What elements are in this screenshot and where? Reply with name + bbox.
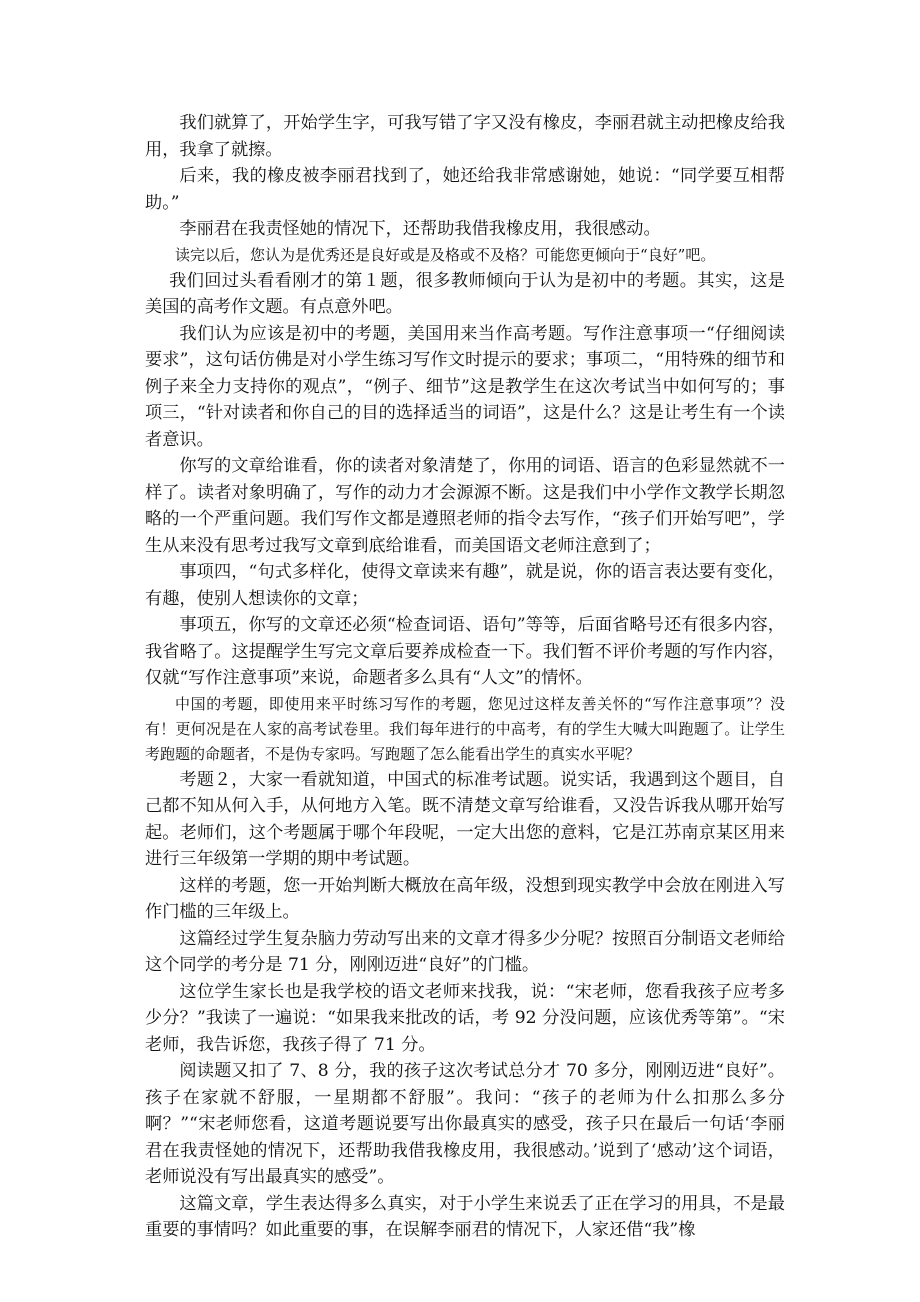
paragraph: 考题２，大家一看就知道，中国式的标准考试题。说实话，我遇到这个题目，自己都不知从何入手，从何地方入笔。既不清楚文章写给谁看，又没告诉我从哪开始写起。老师们，这个考题属于哪个年段呢，一定大出您的意料，它是江苏南京某区用来进行三年级第一学期的期中考试题。 — [145, 769, 785, 869]
paragraph-note: 读完以后，您认为是优秀还是良好或是及格或不及格？可能您更倾向于“良好”吧。 — [175, 245, 716, 264]
paragraph: 这样的考题，您一开始判断大概放在高年级，没想到现实教学中会放在刚进入写作门槛的三年级上。 — [145, 875, 785, 922]
paragraph: 李丽君在我责怪她的情况下，还帮助我借我橡皮用，我很感动。 — [179, 219, 661, 239]
article-body — [145, 110, 785, 1244]
paragraph: 后来，我的橡皮被李丽君找到了，她还给我非常感谢她，她说：“同学要互相帮助。” — [145, 166, 785, 213]
paragraph: 这篇文章，学生表达得多么真实，对于小学生来说丢了正在学习的用具，不是最重要的事情吗？如此重要的事，在误解李丽君的情况下，人家还借“我”橡 — [145, 1193, 785, 1240]
paragraph-note: 中国的考题，即使用来平时练习写作的考题，您见过这样友善关怀的“写作注意事项”？没有！更何况是在人家的高考试卷里。我们每年进行的中高考，有的学生大喊大叫跑题了。让学生考跑题的命题者，不是伪专家吗。写跑题了怎么能看出学生的真实水平呢？ — [145, 694, 785, 763]
paragraph: 阅读题又扣了 7、8 分，我的孩子这次考试总分才 70 多分，刚刚迈进“良好”。孩子在家就不舒服，一星期都不舒服”。我问：“孩子的老师为什么扣那么多分啊？”“宋老师您看，这道考题说要写出你最真实的感受，孩子只在最后一句话‘李丽君在我责怪她的情况下，还帮助我借我橡皮用，我很感动。’说到了‘感动’这个词语，老师说没有写出最真实的感受”。 — [145, 1061, 785, 1187]
paragraph: 这篇经过学生复杂脑力劳动写出来的文章才得多少分呢？按照百分制语文老师给这个同学的考分是 71 分，刚刚迈进“良好”的门槛。 — [145, 928, 785, 975]
paragraph: 事项五，你写的文章还必须“检查词语、语句”等等，后面省略号还有很多内容，我省略了。这提醒学生写完文章后要养成检查一下。我们暂不评价考题的写作内容，仅就“写作注意事项”来说，命题者多么具有“人文”的情怀。 — [145, 615, 785, 688]
paragraph: 你写的文章给谁看，你的读者对象清楚了，你用的词语、语言的色彩显然就不一样了。读者对象明确了，写作的动力才会源源不断。这是我们中小学作文教学长期忽略的一个严重问题。我们写作文都是遵照老师的指令去写作，“孩子们开始写吧”，学生从来没有思考过我写文章到底给谁看，而美国语文老师注意到了； — [145, 456, 785, 556]
paragraph: 我们回过头看看刚才的第１题，很多教师倾向于认为是初中的考题。其实，这是美国的高考作文题。有点意外吧。 — [145, 270, 785, 317]
paragraph: 事项四，“句式多样化，使得文章读来有趣”，就是说，你的语言表达要有变化，有趣，使别人想读你的文章； — [145, 562, 785, 609]
paragraph: 我们就算了，开始学生字，可我写错了字又没有橡皮，李丽君就主动把橡皮给我用，我拿了就擦。 — [145, 113, 785, 160]
paragraph: 我们认为应该是初中的考题，美国用来当作高考题。写作注意事项一“仔细阅读要求”，这句话仿佛是对小学生练习写作文时提示的要求；事项二，“用特殊的细节和例子来全力支持你的观点”，“例子、细节”这是教学生在这次考试当中如何写的；事项三，“针对读者和你自己的目的选择适当的词语”，这是什么？这是让考生有一个读者意识。 — [145, 323, 785, 450]
paragraph: 这位学生家长也是我学校的语文老师来找我，说：“宋老师，您看我孩子应考多少分？”我读了一遍说：“如果我来批改的话，考 92 分没问题，应该优秀等第”。“宋老师，我告诉您，我孩子得了 71 分。 — [145, 981, 785, 1055]
